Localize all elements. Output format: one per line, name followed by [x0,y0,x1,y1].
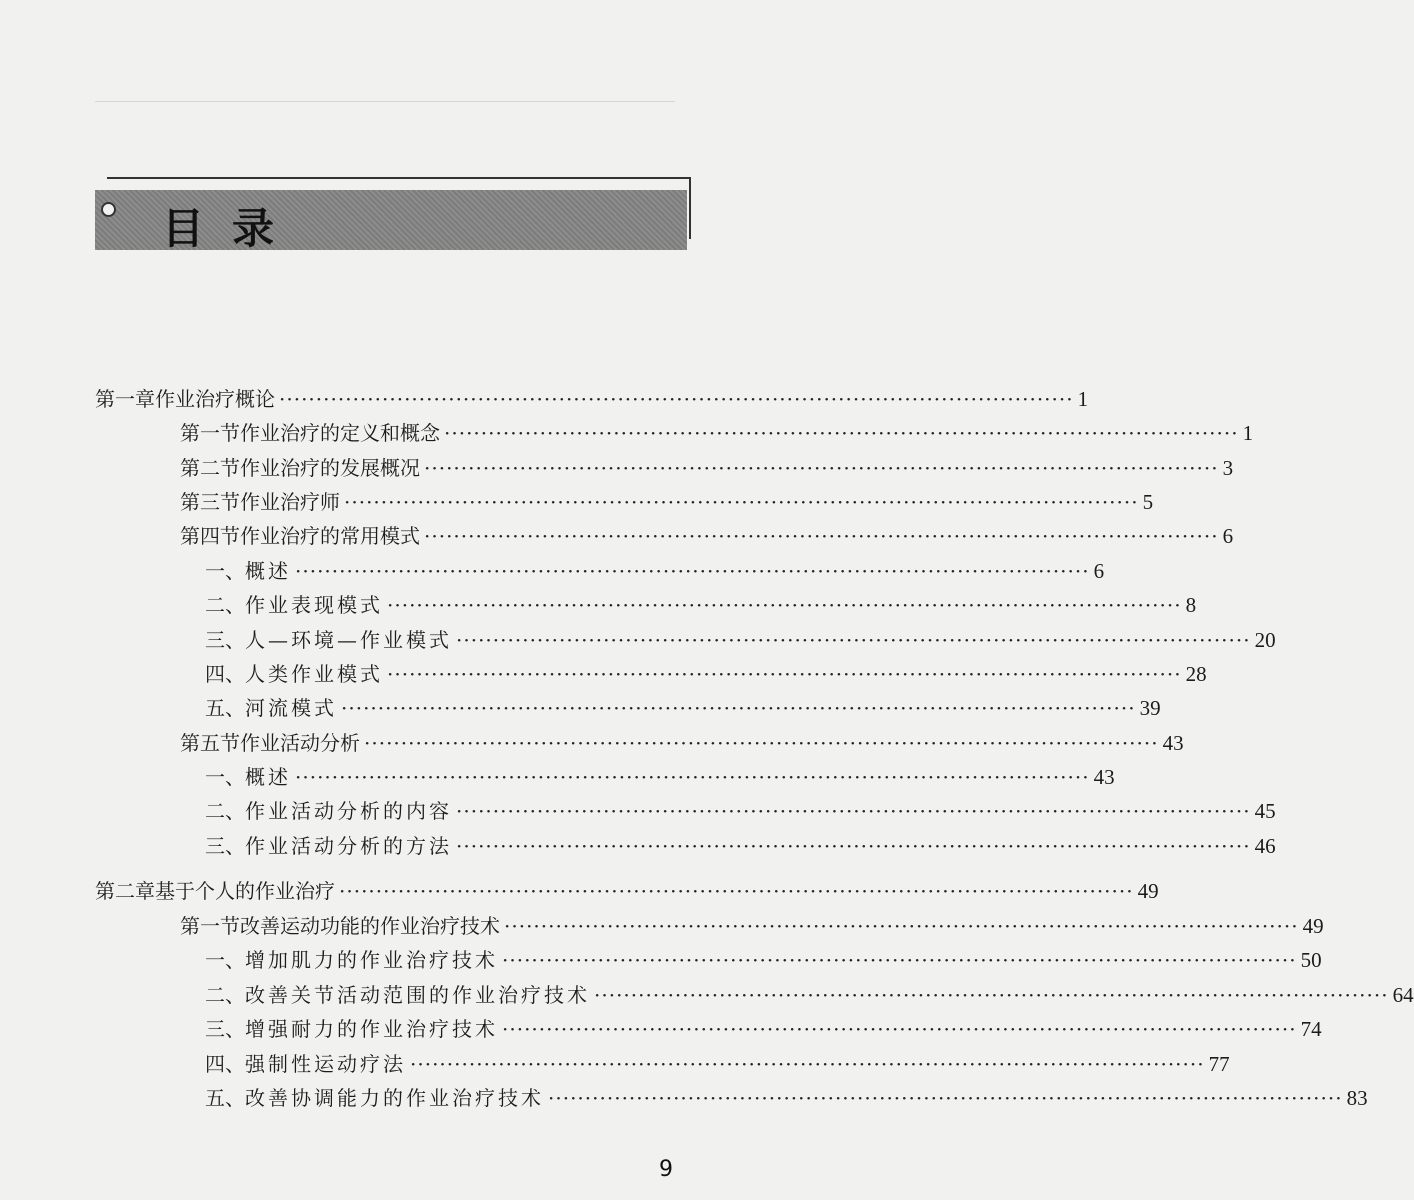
toc-entry-title: 人—环境—作业模式 [245,628,452,652]
toc-entry-title: 概述 [245,559,291,583]
show-through-rule [95,101,675,102]
dot-leader: ············································································································ [444,421,1239,445]
toc-entry-page: 49 [1137,879,1159,903]
toc-entry-title: 增加肌力的作业治疗技术 [245,948,498,972]
toc-entry-page: 45 [1254,799,1276,823]
toc-entry-page: 83 [1346,1086,1368,1110]
dot-leader: ············································································································ [344,490,1139,514]
toc-entry-label: 第一节 [180,914,240,938]
toc-entry-label: 第一节 [180,421,240,445]
toc-entry-title: 概述 [245,765,291,789]
toc-entry-title: 基于个人的作业治疗 [155,879,335,903]
toc-entry-page: 8 [1185,593,1197,617]
toc-entry-label: 三、 [205,834,245,858]
toc-entry-item [205,584,1197,618]
toc-entry-label: 三、 [205,628,245,652]
toc-entry-label: 一、 [205,559,245,583]
toc-entry-label: 二、 [205,799,245,823]
toc-entry-title: 作业活动分析的方法 [245,834,452,858]
dot-leader: ············································································································ [424,456,1219,480]
toc-entry-title: 人类作业模式 [245,662,383,686]
toc-entry-label: 第二章 [95,879,155,903]
dot-leader: ············································································································ [456,834,1251,858]
toc-entry-label: 一、 [205,765,245,789]
toc-entry-chapter [95,378,1089,412]
toc-entry-item [205,939,1322,973]
toc-entry-item [205,974,1414,1008]
toc-entry-page: 43 [1162,731,1184,755]
toc-entry-title: 河流模式 [245,696,337,720]
toc-entry-title: 作业治疗的定义和概念 [240,421,440,445]
toc-entry-page: 3 [1222,456,1234,480]
toc-entry-label: 三、 [205,1017,245,1041]
dot-leader: ············································································································ [279,387,1074,411]
toc-entry-label: 五、 [205,1086,245,1110]
dot-leader: ············································································································ [456,628,1251,652]
toc-entry-title: 作业治疗的发展概况 [240,456,420,480]
toc-entry-title: 作业活动分析的内容 [245,799,452,823]
dot-leader: ············································································································ [502,1017,1297,1041]
toc-entry-page: 39 [1139,696,1161,720]
toc-entry-page: 49 [1302,914,1324,938]
toc-entry-item [205,619,1276,653]
toc-entry-item [205,1077,1368,1111]
toc-entry-item [205,825,1276,859]
page-number: 9 [659,1157,673,1182]
dot-leader: ············································································································ [295,559,1090,583]
toc-entry-title: 作业治疗师 [240,490,340,514]
toc-entry-title: 作业表现模式 [245,593,383,617]
toc-entry-title: 改善运动功能的作业治疗技术 [240,914,500,938]
toc-entry-label: 第五节 [180,731,240,755]
dot-leader: ············································································································ [456,799,1251,823]
toc-entry-title: 强制性运动疗法 [245,1052,406,1076]
toc-entry-page: 74 [1300,1017,1322,1041]
toc-entry-section [180,447,1234,481]
toc-entry-section [180,515,1234,549]
toc-entry-page: 6 [1222,524,1234,548]
dot-leader: ············································································································ [295,765,1090,789]
toc-entry-item [205,550,1105,584]
toc-entry-item [205,653,1207,687]
toc-entry-section [180,905,1324,939]
page-title: 目录 [162,204,303,253]
toc-entry-label: 四、 [205,662,245,686]
toc-entry-page: 1 [1242,421,1254,445]
toc-entry-label: 一、 [205,948,245,972]
toc-entry-section [180,481,1154,515]
toc-entry-item [205,790,1276,824]
toc-entry-label: 二、 [205,983,245,1007]
toc-entry-title: 改善关节活动范围的作业治疗技术 [245,983,590,1007]
toc-entry-title: 作业治疗的常用模式 [240,524,420,548]
toc-entry-page: 77 [1208,1052,1230,1076]
toc-entry-item [205,1008,1322,1042]
dot-leader: ············································································································ [387,662,1182,686]
toc-entry-title: 作业活动分析 [240,731,360,755]
dot-leader: ············································································································ [548,1086,1343,1110]
toc-entry-page: 43 [1093,765,1115,789]
toc-entry-item [205,756,1115,790]
toc-entry-label: 第一章 [95,387,155,411]
dot-leader: ············································································································ [594,983,1389,1007]
toc-entry-page: 5 [1142,490,1154,514]
toc-entry-item [205,1043,1230,1077]
dot-leader: ············································································································ [364,731,1159,755]
circle-ornament-icon [101,202,116,217]
toc-entry-title: 改善协调能力的作业治疗技术 [245,1086,544,1110]
dot-leader: ············································································································ [341,696,1136,720]
toc-entry-page: 1 [1077,387,1089,411]
dot-leader: ············································································································ [504,914,1299,938]
toc-entry-item [205,687,1161,721]
toc-entry-label: 二、 [205,593,245,617]
toc-entry-page: 20 [1254,628,1276,652]
toc-entry-page: 28 [1185,662,1207,686]
toc-entry-chapter [95,870,1159,904]
toc-entry-page: 64 [1392,983,1414,1007]
dot-leader: ············································································································ [502,948,1297,972]
toc-entry-page: 6 [1093,559,1105,583]
toc-entry-section [180,722,1184,756]
toc-entry-label: 第四节 [180,524,240,548]
dot-leader: ············································································································ [387,593,1182,617]
dot-leader: ············································································································ [410,1052,1205,1076]
toc-entry-title: 增强耐力的作业治疗技术 [245,1017,498,1041]
toc-entry-label: 第三节 [180,490,240,514]
dot-leader: ············································································································ [339,879,1134,903]
toc-entry-page: 50 [1300,948,1322,972]
toc-entry-page: 46 [1254,834,1276,858]
toc-entry-section [180,412,1254,446]
dot-leader: ············································································································ [424,524,1219,548]
toc-entry-label: 五、 [205,696,245,720]
toc-entry-label: 四、 [205,1052,245,1076]
toc-entry-label: 第二节 [180,456,240,480]
toc-entry-title: 作业治疗概论 [155,387,275,411]
